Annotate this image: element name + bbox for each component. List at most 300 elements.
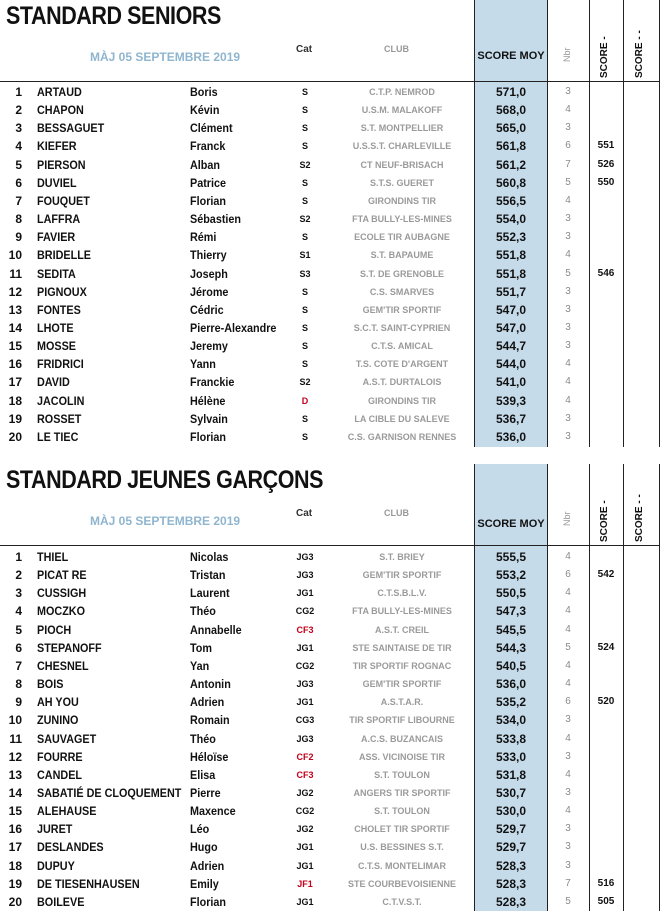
first-name-cell: Sylvain	[190, 411, 228, 426]
nbr-cell: 4	[565, 249, 571, 261]
category-cell: S2	[299, 214, 311, 225]
first-name-cell: Tristan	[190, 568, 226, 583]
last-name-cell: PICAT RE	[37, 568, 87, 583]
last-name-cell: SABATIÉ DE CLOQUEMENT	[37, 785, 182, 800]
rank-cell: 18	[8, 393, 22, 408]
last-name-cell: CUSSIGH	[37, 586, 87, 601]
score-minus-cell: 524	[597, 641, 615, 653]
category-cell: S	[301, 141, 308, 152]
rank-cell: 2	[15, 568, 22, 583]
nbr-cell: 5	[565, 267, 571, 279]
category-cell: JF1	[297, 878, 313, 889]
category-cell: S	[301, 341, 308, 352]
table-row	[0, 246, 660, 264]
score-moy-cell: 551,8	[495, 266, 527, 281]
score-moy-cell: 552,3	[495, 230, 527, 245]
category-cell: JG1	[296, 896, 314, 907]
rank-cell: 6	[15, 175, 22, 190]
last-name-cell: MOCZKO	[37, 604, 85, 619]
rank-cell: 3	[15, 121, 22, 136]
header-divider	[0, 81, 660, 82]
nbr-cell: 3	[565, 303, 571, 315]
table-row	[0, 857, 660, 875]
table-row	[0, 355, 660, 373]
club-cell: STE COURBEVOISIENNE	[347, 878, 457, 889]
table-row	[0, 621, 660, 639]
first-name-cell: Hugo	[190, 840, 218, 855]
rank-cell: 8	[15, 212, 22, 227]
score-moy-cell: 529,7	[495, 840, 527, 855]
score-minus-cell: 546	[597, 267, 615, 279]
score-moy-cell: 528,3	[495, 894, 527, 909]
nbr-cell: 4	[565, 605, 571, 617]
first-name-cell: Hélène	[190, 393, 226, 408]
rank-cell: 3	[15, 586, 22, 601]
rank-cell: 10	[8, 713, 22, 728]
rank-cell: 7	[15, 658, 22, 673]
header-score-minus-minus: SCORE - -	[634, 494, 645, 542]
score-moy-cell: 551,7	[495, 284, 527, 299]
table-row	[0, 748, 660, 766]
score-moy-cell: 536,0	[495, 429, 527, 444]
category-cell: S	[301, 123, 308, 134]
nbr-cell: 4	[565, 659, 571, 671]
category-cell: S2	[299, 159, 311, 170]
last-name-cell: AH YOU	[37, 695, 79, 710]
nbr-cell: 3	[565, 231, 571, 243]
rank-cell: 12	[8, 749, 22, 764]
last-name-cell: PIGNOUX	[37, 284, 87, 299]
category-cell: S1	[299, 250, 311, 261]
header-cat: Cat	[296, 44, 313, 55]
nbr-cell: 4	[565, 805, 571, 817]
first-name-cell: Kévin	[190, 103, 220, 118]
club-cell: GIRONDINS TIR	[367, 395, 436, 406]
last-name-cell: CHAPON	[37, 103, 84, 118]
first-name-cell: Romain	[190, 713, 230, 728]
score-moy-cell: 529,7	[495, 822, 527, 837]
rank-cell: 20	[8, 894, 22, 909]
rank-cell: 12	[8, 284, 22, 299]
nbr-cell: 3	[565, 841, 571, 853]
score-moy-cell: 528,3	[495, 858, 527, 873]
club-cell: S.T. BAPAUME	[370, 250, 434, 261]
header-cat: Cat	[296, 508, 313, 519]
category-cell: S	[301, 286, 308, 297]
last-name-cell: ROSSET	[37, 411, 82, 426]
club-cell: S.T. DE GRENOBLE	[359, 268, 444, 279]
last-name-cell: JURET	[37, 822, 73, 837]
table-row	[0, 119, 660, 137]
last-name-cell: JACOLIN	[37, 393, 85, 408]
table-row	[0, 101, 660, 119]
nbr-cell: 3	[565, 412, 571, 424]
club-cell: S.T.S. GUERET	[369, 177, 434, 188]
rank-cell: 2	[15, 103, 22, 118]
table-row	[0, 319, 660, 337]
club-cell: A.S.T. CREIL	[374, 624, 429, 635]
table-row	[0, 373, 660, 391]
last-name-cell: SAUVAGET	[37, 731, 97, 746]
nbr-cell: 4	[565, 394, 571, 406]
nbr-cell: 6	[565, 140, 571, 152]
score-moy-cell: 531,8	[495, 767, 527, 782]
category-cell: CF3	[296, 769, 314, 780]
last-name-cell: DAVID	[37, 375, 70, 390]
category-cell: S	[301, 232, 308, 243]
category-cell: CG2	[295, 606, 315, 617]
score-moy-cell: 560,8	[495, 175, 527, 190]
last-name-cell: DUPUY	[37, 858, 75, 873]
category-cell: S	[301, 195, 308, 206]
rank-cell: 18	[8, 858, 22, 873]
first-name-cell: Léo	[190, 822, 210, 837]
first-name-cell: Joseph	[190, 266, 228, 281]
score-moy-cell: 539,3	[495, 393, 527, 408]
header-divider	[0, 545, 660, 546]
header-score-moy: SCORE MOY	[477, 50, 545, 62]
rank-cell: 11	[9, 266, 22, 281]
category-cell: JG1	[296, 642, 314, 653]
first-name-cell: Jérome	[190, 284, 229, 299]
nbr-cell: 5	[565, 895, 571, 907]
category-cell: JG3	[296, 733, 314, 744]
first-name-cell: Antonin	[190, 677, 231, 692]
first-name-cell: Florian	[190, 193, 227, 208]
first-name-cell: Yan	[190, 658, 210, 673]
category-cell: S	[301, 87, 308, 97]
table-row	[0, 137, 660, 155]
nbr-cell: 4	[565, 551, 571, 562]
rank-cell: 19	[8, 411, 22, 426]
last-name-cell: MOSSE	[37, 339, 77, 354]
rank-cell: 15	[8, 804, 22, 819]
score-moy-cell: 544,0	[495, 357, 527, 372]
header-score-minus: SCORE -	[599, 500, 610, 542]
club-cell: S.T. MONTPELLIER	[360, 123, 444, 134]
last-name-cell: ZUNINO	[37, 713, 79, 728]
last-name-cell: FRIDRICI	[37, 357, 84, 372]
score-moy-cell: 530,0	[495, 804, 527, 819]
score-moy-cell: 550,5	[495, 586, 527, 601]
club-cell: ASS. VICINOISE TIR	[358, 751, 445, 762]
category-cell: S	[301, 413, 308, 424]
nbr-cell: 4	[565, 194, 571, 206]
club-cell: LA CIBLE DU SALEVE	[354, 413, 450, 424]
category-cell: D	[301, 395, 309, 406]
first-name-cell: Adrien	[190, 695, 225, 710]
first-name-cell: Adrien	[190, 858, 225, 873]
section-title: STANDARD JEUNES GARÇONS	[6, 466, 324, 494]
header-score-minus: SCORE -	[599, 36, 610, 78]
nbr-cell: 4	[565, 376, 571, 388]
club-cell: C.T.V.S.T.	[382, 896, 422, 907]
club-cell: ANGERS TIR SPORTIF	[353, 787, 451, 798]
nbr-cell: 5	[565, 176, 571, 188]
club-cell: U.S.M. MALAKOFF	[361, 105, 443, 116]
category-cell: CF3	[296, 624, 314, 635]
first-name-cell: Annabelle	[190, 622, 242, 637]
category-cell: S3	[299, 268, 311, 279]
last-name-cell: PIOCH	[37, 622, 72, 637]
table-row	[0, 693, 660, 711]
first-name-cell: Théo	[190, 731, 216, 746]
rank-cell: 4	[15, 604, 22, 619]
club-cell: C.S. GARNISON RENNES	[347, 431, 457, 442]
club-cell: TIR SPORTIF LIBOURNE	[349, 715, 455, 726]
header-club: CLUB	[384, 44, 409, 54]
score-moy-cell: 547,0	[495, 320, 527, 335]
table-row	[0, 337, 660, 355]
club-cell: CT NEUF-BRISACH	[360, 159, 444, 170]
table-row	[0, 83, 660, 101]
club-cell: C.T.S.B.L.V.	[377, 588, 427, 599]
category-cell: JG3	[296, 679, 314, 690]
update-date: MÀJ 05 SEPTEMBRE 2019	[90, 50, 241, 64]
table-row	[0, 192, 660, 210]
nbr-cell: 3	[565, 859, 571, 871]
last-name-cell: DUVIEL	[37, 175, 77, 190]
club-cell: STE SAINTAISE DE TIR	[352, 642, 452, 653]
club-cell: U.S. BESSINES S.T.	[360, 842, 444, 853]
score-moy-cell: 541,0	[495, 375, 527, 390]
rank-cell: 16	[8, 822, 22, 837]
first-name-cell: Elisa	[190, 767, 216, 782]
table-row	[0, 548, 660, 566]
score-moy-cell: 554,0	[495, 212, 527, 227]
table-row	[0, 730, 660, 748]
score-moy-cell: 528,3	[495, 876, 527, 891]
rank-cell: 14	[8, 785, 22, 800]
nbr-cell: 3	[565, 786, 571, 798]
first-name-cell: Yann	[190, 357, 216, 372]
nbr-cell: 3	[565, 340, 571, 352]
category-cell: S	[301, 322, 308, 333]
table-row	[0, 174, 660, 192]
club-cell: S.T. TOULON	[374, 806, 430, 817]
club-cell: GIRONDINS TIR	[367, 195, 436, 206]
score-minus-cell: 550	[597, 176, 615, 188]
category-cell: CG3	[295, 715, 315, 726]
last-name-cell: BOILEVE	[37, 894, 85, 909]
category-cell: JG2	[296, 824, 314, 835]
table-row	[0, 820, 660, 838]
club-cell: CHOLET TIR SPORTIF	[354, 824, 450, 835]
rank-cell: 11	[9, 731, 22, 746]
rank-cell: 14	[8, 320, 22, 335]
category-cell: JG1	[296, 697, 314, 708]
table-row	[0, 838, 660, 856]
first-name-cell: Laurent	[190, 586, 230, 601]
category-cell: S	[301, 105, 308, 116]
nbr-cell: 4	[565, 768, 571, 780]
score-moy-cell: 551,8	[495, 248, 527, 263]
nbr-cell: 3	[565, 823, 571, 835]
club-cell: FTA BULLY-LES-MINES	[352, 214, 452, 225]
rank-cell: 5	[15, 622, 22, 637]
score-moy-cell: 530,7	[495, 785, 527, 800]
score-moy-cell: 534,0	[495, 713, 527, 728]
score-minus-cell: 526	[597, 158, 615, 170]
table-row	[0, 893, 660, 911]
nbr-cell: 4	[565, 587, 571, 599]
last-name-cell: CHESNEL	[37, 658, 89, 673]
update-date: MÀJ 05 SEPTEMBRE 2019	[90, 514, 241, 528]
score-moy-cell: 535,2	[495, 695, 527, 710]
rank-cell: 6	[15, 640, 22, 655]
table-row	[0, 602, 660, 620]
rank-cell: 10	[8, 248, 22, 263]
score-moy-cell: 544,3	[495, 640, 527, 655]
last-name-cell: FOURRE	[37, 749, 83, 764]
table-row	[0, 639, 660, 657]
score-moy-cell: 536,0	[495, 677, 527, 692]
club-cell: GEM'TIR SPORTIF	[362, 570, 442, 581]
rank-cell: 5	[15, 157, 22, 172]
table-row	[0, 875, 660, 893]
score-moy-cell: 561,8	[495, 139, 527, 154]
section-standard-seniors	[0, 0, 660, 447]
club-cell: GEM'TIR SPORTIF	[362, 679, 442, 690]
rank-cell: 1	[15, 85, 22, 99]
category-cell: CG2	[295, 806, 315, 817]
rank-cell: 17	[8, 840, 22, 855]
nbr-cell: 3	[565, 285, 571, 297]
score-moy-cell: 553,2	[495, 568, 527, 583]
category-cell: S	[301, 177, 308, 188]
nbr-cell: 7	[565, 158, 571, 170]
club-cell: T.S. COTE D'ARGENT	[355, 359, 449, 370]
table-row	[0, 428, 660, 446]
score-moy-cell: 533,0	[495, 749, 527, 764]
header-nbr: Nbr	[562, 511, 572, 526]
first-name-cell: Sébastien	[190, 212, 242, 227]
club-cell: A.S.T.A.R.	[380, 697, 424, 708]
first-name-cell: Jeremy	[190, 339, 228, 354]
category-cell: JG3	[296, 552, 314, 562]
category-cell: JG3	[296, 570, 314, 581]
rank-cell: 13	[8, 302, 22, 317]
club-cell: S.T. TOULON	[374, 769, 430, 780]
club-cell: A.C.S. BUZANCAIS	[360, 733, 443, 744]
header-club: CLUB	[384, 508, 409, 518]
last-name-cell: ALEHAUSE	[37, 804, 97, 819]
nbr-cell: 3	[565, 714, 571, 726]
table-row	[0, 156, 660, 174]
score-moy-cell: 544,7	[495, 339, 527, 354]
category-cell: JG1	[296, 860, 314, 871]
table-row	[0, 657, 660, 675]
table-row	[0, 228, 660, 246]
club-cell: S.T. BRIEY	[379, 552, 425, 562]
rank-cell: 9	[15, 695, 22, 710]
last-name-cell: STEPANOFF	[37, 640, 102, 655]
table-row	[0, 301, 660, 319]
score-minus-cell: 542	[597, 569, 615, 581]
category-cell: JG1	[296, 842, 314, 853]
first-name-cell: Rémi	[190, 230, 217, 245]
first-name-cell: Florian	[190, 429, 227, 444]
first-name-cell: Patrice	[190, 175, 227, 190]
nbr-cell: 7	[565, 877, 571, 889]
section-standard-jeunes-garcons	[0, 464, 660, 911]
first-name-cell: Franck	[190, 139, 226, 154]
header-score-minus-minus: SCORE - -	[634, 30, 645, 78]
first-name-cell: Héloïse	[190, 749, 229, 764]
nbr-cell: 4	[565, 678, 571, 690]
table-row	[0, 784, 660, 802]
club-cell: U.S.S.T. CHARLEVILLE	[352, 141, 452, 152]
first-name-cell: Alban	[190, 157, 221, 172]
category-cell: S	[301, 359, 308, 370]
score-moy-cell: 565,0	[495, 121, 527, 136]
section-title: STANDARD SENIORS	[6, 2, 221, 30]
category-cell: S	[301, 431, 308, 442]
club-cell: GEM'TIR SPORTIF	[362, 304, 442, 315]
table-row	[0, 584, 660, 602]
first-name-cell: Pierre	[190, 785, 221, 800]
score-moy-cell: 547,0	[495, 302, 527, 317]
rank-cell: 13	[8, 767, 22, 782]
nbr-cell: 4	[565, 623, 571, 635]
table-row	[0, 675, 660, 693]
category-cell: JG1	[296, 588, 314, 599]
table-row	[0, 410, 660, 428]
last-name-cell: BESSAGUET	[37, 121, 105, 136]
club-cell: C.S. SMARVES	[369, 286, 435, 297]
last-name-cell: LE TIEC	[37, 429, 79, 444]
category-cell: JG2	[296, 787, 314, 798]
nbr-cell: 3	[565, 750, 571, 762]
rank-cell: 16	[8, 357, 22, 372]
nbr-cell: 4	[565, 358, 571, 370]
table-row	[0, 265, 660, 283]
first-name-cell: Maxence	[190, 804, 236, 819]
score-minus-cell: 516	[597, 877, 615, 889]
rank-cell: 8	[15, 677, 22, 692]
last-name-cell: SEDITA	[37, 266, 76, 281]
last-name-cell: DESLANDES	[37, 840, 104, 855]
rank-cell: 15	[8, 339, 22, 354]
score-moy-cell: 571,0	[495, 85, 527, 99]
table-row	[0, 392, 660, 410]
table-row	[0, 283, 660, 301]
score-moy-cell: 545,5	[495, 622, 527, 637]
club-cell: C.T.P. NEMROD	[369, 87, 435, 97]
first-name-cell: Thierry	[190, 248, 227, 263]
rank-cell: 17	[8, 375, 22, 390]
last-name-cell: FONTES	[37, 302, 81, 317]
nbr-cell: 6	[565, 569, 571, 581]
score-moy-cell: 561,2	[495, 157, 527, 172]
club-cell: C.T.S. AMICAL	[371, 341, 433, 352]
club-cell: TIR SPORTIF ROGNAC	[352, 660, 452, 671]
category-cell: S	[301, 304, 308, 315]
rank-cell: 20	[8, 429, 22, 444]
last-name-cell: BRIDELLE	[37, 248, 91, 263]
table-row	[0, 566, 660, 584]
score-minus-cell: 520	[597, 696, 615, 708]
first-name-cell: Franckie	[190, 375, 235, 390]
nbr-cell: 5	[565, 641, 571, 653]
rank-cell: 4	[15, 139, 22, 154]
score-moy-cell: 568,0	[495, 103, 527, 118]
nbr-cell: 4	[565, 104, 571, 116]
category-cell: CF2	[296, 751, 314, 762]
score-moy-cell: 555,5	[495, 550, 527, 564]
nbr-cell: 4	[565, 732, 571, 744]
score-moy-cell: 540,5	[495, 658, 527, 673]
